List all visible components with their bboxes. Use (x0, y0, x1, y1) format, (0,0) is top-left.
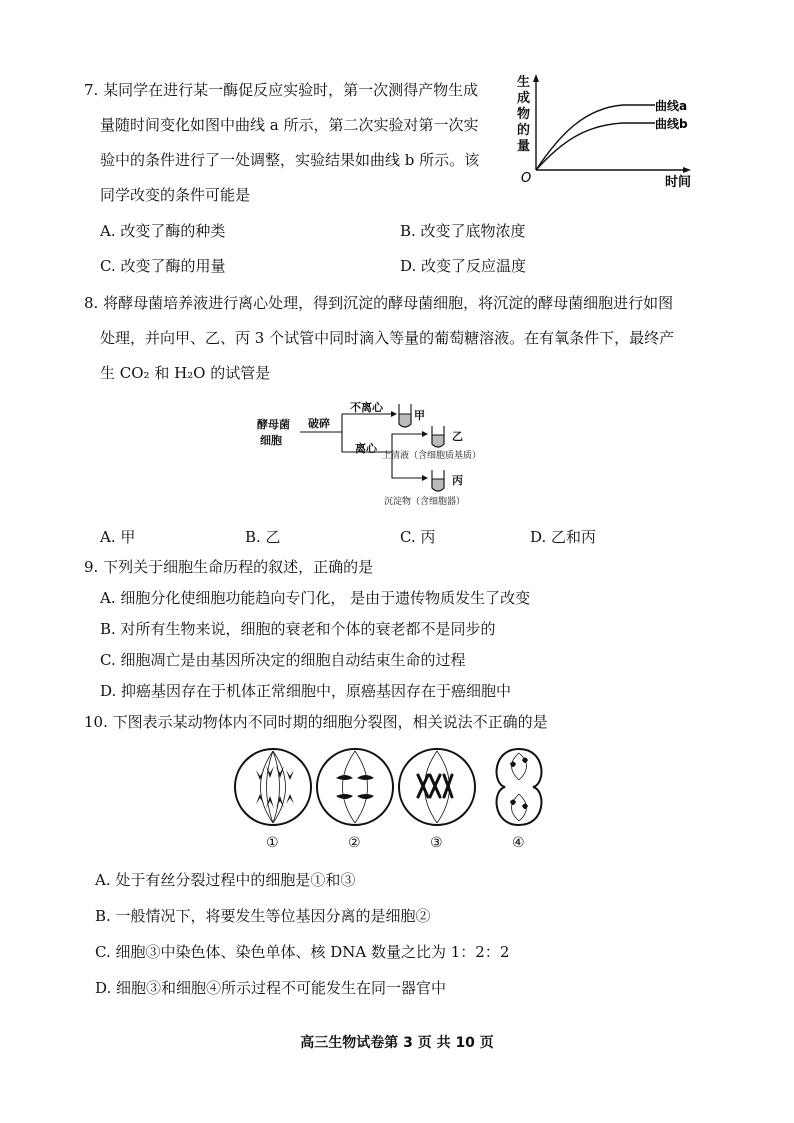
test-tube-icon (432, 426, 444, 447)
cell-4-diagram (497, 749, 542, 825)
q9-stem: 9. 下列关于细胞生命历程的叙述，正确的是 (84, 558, 374, 576)
test-tube-icon (399, 404, 411, 427)
svg-text:的: 的 (517, 123, 531, 138)
cell-1-diagram (235, 749, 311, 825)
x-axis-arrow-icon (683, 167, 691, 173)
q7-stem-line-2: 量随时间变化如图中曲线 a 所示，第二次实验对第一次实 (100, 116, 479, 134)
cell-3-diagram (399, 749, 475, 825)
q10-stem: 10. 下图表示某动物体内不同时期的细胞分裂图，相关说法不正确的是 (84, 713, 548, 731)
q7-graph (505, 72, 705, 194)
svg-text:成: 成 (517, 91, 531, 106)
cell-1-label: ① (266, 835, 279, 851)
svg-text:生: 生 (517, 75, 531, 90)
cell-4-label: ④ (512, 835, 525, 851)
cell-2-diagram (317, 749, 393, 825)
centrifuge-label: 离心 (355, 442, 377, 455)
q9-option-b[interactable]: B. 对所有生物来说，细胞的衰老和个体的衰老都不是同步的 (100, 620, 496, 638)
tube-bing-label: 丙 (452, 474, 463, 487)
q9-option-d[interactable]: D. 抑癌基因存在于机体正常细胞中，原癌基因存在于癌细胞中 (100, 682, 512, 700)
q8-stem-line-3: 生 CO₂ 和 H₂O 的试管是 (100, 364, 271, 382)
q10-option-b[interactable]: B. 一般情况下，将要发生等位基因分离的是细胞② (95, 907, 431, 925)
tube-yi-label: 乙 (452, 430, 463, 443)
q8-stem-line-1: 8. 将酵母菌培养液进行离心处理，得到沉淀的酵母菌细胞，将沉淀的酵母菌细胞进行如图 (84, 294, 674, 312)
test-tube-icon (432, 470, 444, 491)
q8-option-d[interactable]: D. 乙和丙 (530, 528, 597, 546)
page-footer: 高三生物试卷第 3 页 共 10 页 (300, 1035, 494, 1051)
yeast-cell-label-2: 细胞 (260, 434, 282, 447)
y-axis-arrow-icon (533, 74, 539, 82)
yeast-cell-label-1: 酵母菌 (257, 418, 290, 431)
q7-option-a[interactable]: A. 改变了酶的种类 (100, 222, 226, 240)
q10-option-a[interactable]: A. 处于有丝分裂过程中的细胞是①和③ (95, 871, 356, 889)
q7-option-c[interactable]: C. 改变了酶的用量 (100, 257, 226, 275)
q8-stem-line-2: 处理，并向甲、乙、丙 3 个试管中同时滴入等量的葡萄糖溶液。在有氧条件下，最终产 (100, 329, 675, 347)
supernatant-label: 上清液（含细胞质基质） (382, 451, 482, 461)
q7-stem-line-1: 7. 某同学在进行某一酶促反应实验时，第一次测得产物生成 (84, 81, 479, 99)
crush-label: 破碎 (308, 417, 330, 430)
q10-option-d[interactable]: D. 细胞③和细胞④所示过程不可能发生在同一器官中 (95, 979, 447, 997)
q9-option-a[interactable]: A. 细胞分化使细胞功能趋向专门化， 是由于遗传物质发生了改变 (100, 589, 531, 607)
q8-option-c[interactable]: C. 丙 (400, 528, 436, 546)
curve-a-label: 曲线a (655, 99, 688, 113)
sediment-label: 沉淀物（含细胞器） (384, 497, 466, 507)
q8-option-b[interactable]: B. 乙 (245, 528, 281, 546)
curve-a (536, 105, 655, 170)
q10-cell-division-figure (230, 744, 560, 854)
cell-2-label: ② (348, 835, 361, 851)
q7-option-b[interactable]: B. 改变了底物浓度 (400, 222, 526, 240)
curve-b-label: 曲线b (655, 117, 688, 131)
cell-3-label: ③ (430, 835, 443, 851)
q7-stem-line-4: 同学改变的条件可能是 (100, 186, 251, 204)
q7-option-d[interactable]: D. 改变了反应温度 (400, 257, 527, 275)
q8-flow-diagram (252, 398, 552, 510)
x-axis-label: 时间 (665, 175, 692, 190)
q7-stem-line-3: 验中的条件进行了一处调整，实验结果如曲线 b 所示。该 (100, 151, 480, 169)
q9-option-c[interactable]: C. 细胞凋亡是由基因所决定的细胞自动结束生命的过程 (100, 651, 466, 669)
tube-jia-label: 甲 (414, 409, 425, 422)
no-centrifuge-label: 不离心 (350, 401, 383, 414)
origin-label: O (521, 171, 532, 186)
svg-text:量: 量 (517, 139, 531, 154)
y-axis-label (517, 74, 530, 154)
svg-text:物: 物 (517, 107, 531, 122)
q8-option-a[interactable]: A. 甲 (100, 528, 136, 546)
q10-option-c[interactable]: C. 细胞③中染色体、染色单体、核 DNA 数量之比为 1：2：2 (95, 943, 510, 961)
